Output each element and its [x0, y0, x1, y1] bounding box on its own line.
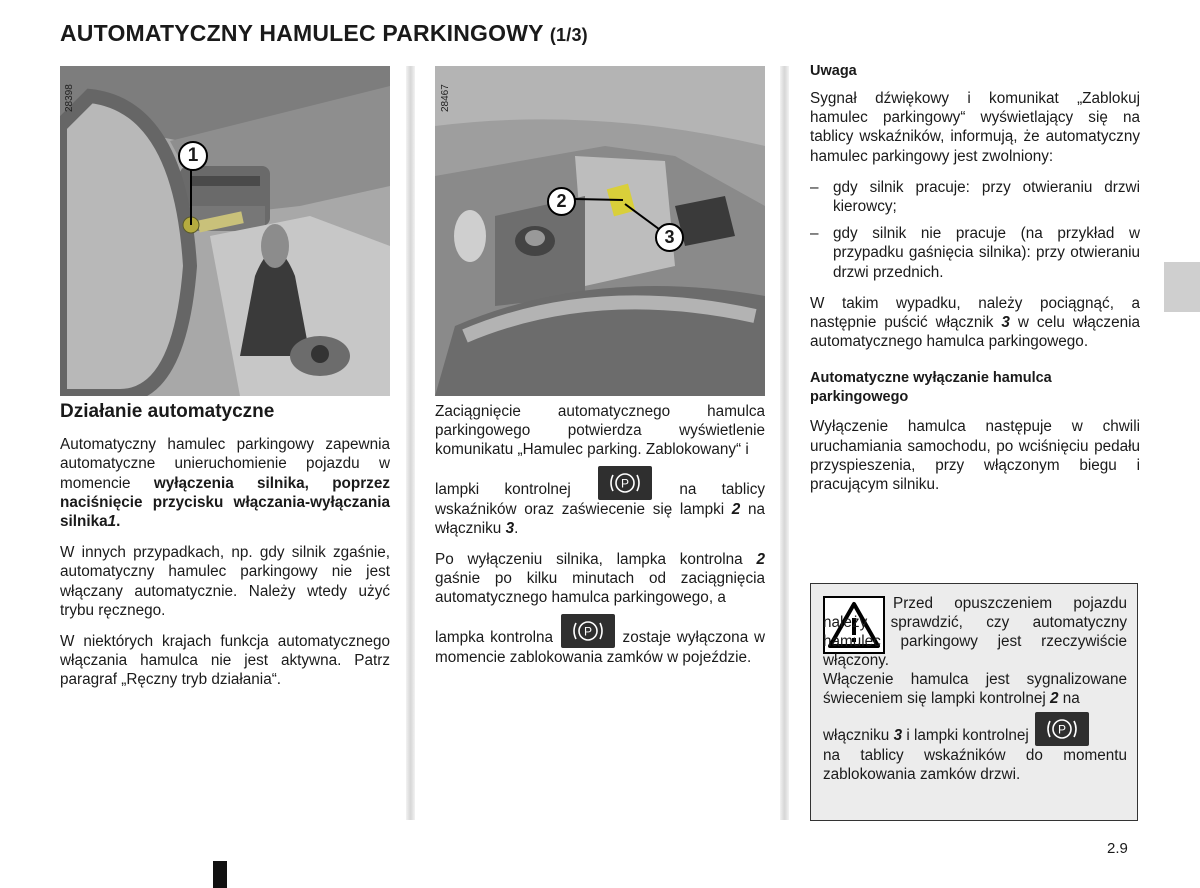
- warning-paragraph-1: Przed opuszczeniem pojazdu należy sprawdzić, czy automatyczny hamulec parkingowy jest rzeczywiście włączony.: [823, 595, 1127, 669]
- title-part: (1/3): [549, 25, 588, 45]
- section-heading-2: Automatyczne wyłączanie hamulca parkingowego: [810, 370, 1052, 406]
- uwaga-list: [810, 178, 1140, 282]
- figure-2-code: 28467: [440, 84, 451, 112]
- paragraph-1: Zaciągnięcie automatycznego hamulca parkingowego potwierdza wyświetlenie komunikatu „Hamulec parking. Zablokowany“ i: [435, 403, 765, 459]
- crop-mark: [213, 861, 227, 888]
- callout-2: 2: [547, 187, 576, 216]
- column-divider-2: [780, 66, 789, 820]
- paragraph-2: W takim wypadku, należy pociągnąć, a następnie puścić włącznik 3 w celu włączenia automatycznego hamulca parkingowego.: [810, 294, 1140, 351]
- paragraph-3: Wyłączenie hamulca następuje w chwili uruchamiania samochodu, po wciśnięciu pedału przyspieszenia, przy włączonym biegu i pracującym silniku.: [810, 418, 1140, 494]
- paragraph-3: W niektórych krajach funkcja automatycznego włączania hamulca nie jest aktywna. Patrz paragraf „Ręczny tryb działania“.: [60, 633, 390, 689]
- paragraph-1: Automatyczny hamulec parkingowy zapewnia automatyczne unieruchomienie pojazdu w momencie wyłączenia silnika, poprzez naciśnięcie przycisku włączania-wyłączania silnika1.: [60, 436, 390, 531]
- warning-box: [810, 583, 1138, 821]
- parking-brake-lamp-icon: [1035, 712, 1089, 746]
- warning-paragraph-2: Włączenie hamulca jest sygnalizowane świeceniem się lampki kontrolnej 2 na: [823, 671, 1127, 707]
- svg-text:P: P: [583, 624, 592, 639]
- right-column: [810, 62, 1140, 506]
- paragraph-2: lampki kontrolnej P na tablicy wskaźników oraz zaświecenie się lampki 2 na włączniku 3.: [435, 466, 765, 538]
- svg-text:P: P: [1058, 722, 1067, 737]
- parking-brake-lamp-icon: [598, 466, 652, 500]
- callout-1: 1: [178, 141, 208, 171]
- section-heading: Działanie automatyczne: [60, 401, 275, 422]
- list-item: – gdy silnik nie pracuje (na przykład w przypadku gaśnięcia silnika): przy otwieraniu drzwi przednich.: [810, 224, 1140, 282]
- list-item: – gdy silnik pracuje: przy otwieraniu drzwi kierowcy;: [810, 178, 1140, 216]
- chapter-tab: [1164, 262, 1200, 312]
- parking-brake-lamp-icon: [561, 614, 615, 648]
- figure-1-dashboard-photo: [60, 66, 390, 396]
- svg-text:P: P: [621, 476, 630, 491]
- uwaga-heading: Uwaga: [810, 63, 857, 79]
- page-number: 2.9: [1107, 840, 1128, 857]
- figure-2-console-photo: [435, 66, 765, 396]
- column-divider-1: [406, 66, 415, 820]
- title-text: AUTOMATYCZNY HAMULEC PARKINGOWY: [60, 20, 544, 46]
- uwaga-paragraph: Sygnał dźwiękowy i komunikat „Zablokuj hamulec parkingowy“ wyświetlający się na tablicy wskaźników, informują, że automatyczny hamulec parkingowy jest zwolniony:: [810, 90, 1140, 165]
- callout-3: 3: [655, 223, 684, 252]
- left-column: [60, 402, 390, 702]
- warning-paragraph-4: na tablicy wskaźników do momentu zablokowania zamków drzwi.: [823, 747, 1127, 783]
- middle-column: [435, 402, 765, 679]
- page-title: [60, 20, 588, 47]
- paragraph-3: Po wyłączeniu silnika, lampka kontrolna 2 gaśnie po kilku minutach od zaciągnięcia automatycznego hamulca parkingowego, a: [435, 551, 765, 607]
- paragraph-4: lampka kontrolna P zostaje wyłączona w momencie zablokowania zamków w pojeździe.: [435, 614, 765, 667]
- warning-paragraph-3: włączniku 3 i lampki kontrolnej P: [823, 712, 1127, 746]
- figure-1-code: 28398: [64, 84, 75, 112]
- warning-text: [823, 594, 1127, 796]
- paragraph-2: W innych przypadkach, np. gdy silnik zgaśnie, automatyczny hamulec parkingowy nie jest włączany automatycznie. Należy wtedy użyć trybu ręcznego.: [60, 544, 390, 619]
